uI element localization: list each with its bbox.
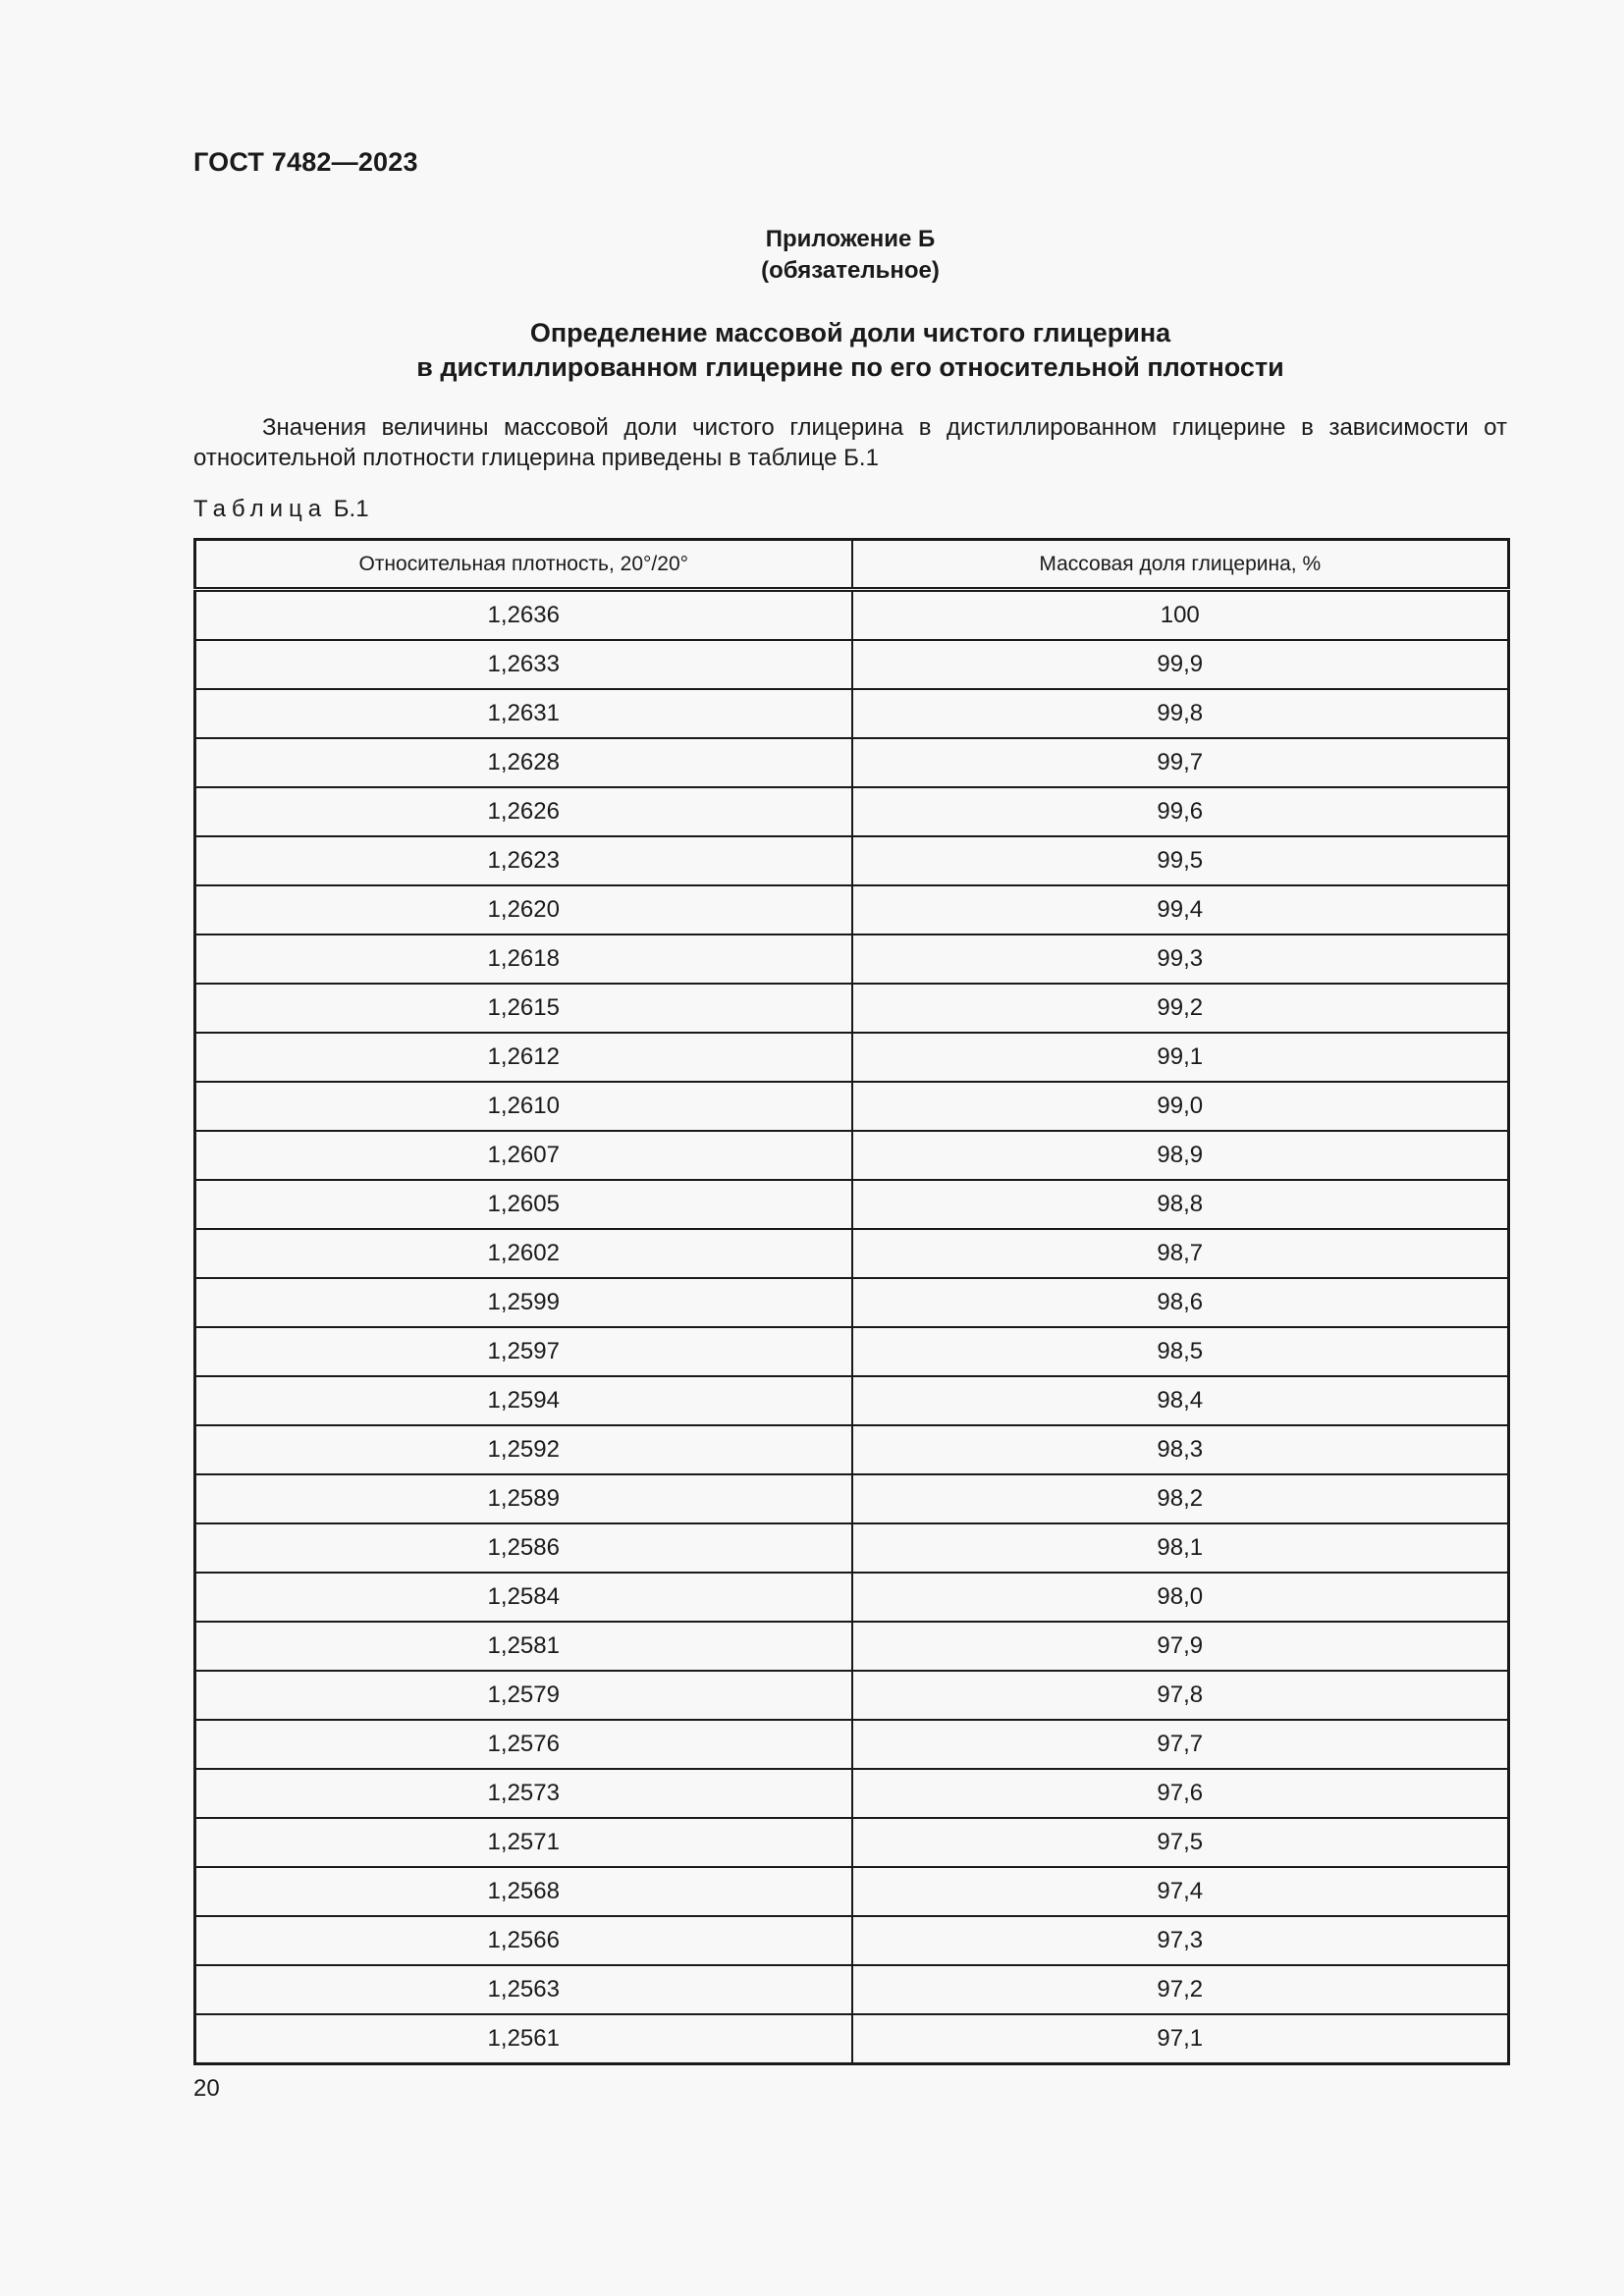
cell-mass-fraction: 99,8	[852, 689, 1509, 738]
table-row	[195, 984, 1509, 1033]
table-row	[195, 1523, 1509, 1573]
cell-density: 1,2579	[195, 1671, 852, 1720]
cell-density: 1,2605	[195, 1180, 852, 1229]
page-number: 20	[193, 2075, 220, 2102]
table-caption-word: Таблица	[193, 496, 328, 522]
cell-density: 1,2571	[195, 1818, 852, 1867]
appendix-heading	[193, 224, 1507, 287]
cell-mass-fraction: 99,3	[852, 934, 1509, 984]
cell-density: 1,2636	[195, 590, 852, 641]
table-row	[195, 738, 1509, 787]
cell-mass-fraction: 97,8	[852, 1671, 1509, 1720]
cell-mass-fraction: 98,7	[852, 1229, 1509, 1278]
table-row	[195, 1573, 1509, 1622]
cell-mass-fraction: 97,5	[852, 1818, 1509, 1867]
cell-density: 1,2568	[195, 1867, 852, 1916]
table-row	[195, 885, 1509, 934]
cell-mass-fraction: 97,9	[852, 1622, 1509, 1671]
cell-mass-fraction: 98,2	[852, 1474, 1509, 1523]
cell-density: 1,2633	[195, 640, 852, 689]
cell-mass-fraction: 98,6	[852, 1278, 1509, 1327]
cell-density: 1,2623	[195, 836, 852, 885]
cell-mass-fraction: 97,6	[852, 1769, 1509, 1818]
header-density: Относительная плотность, 20°/20°	[195, 540, 852, 590]
table-row	[195, 836, 1509, 885]
cell-mass-fraction: 99,1	[852, 1033, 1509, 1082]
table-row	[195, 1474, 1509, 1523]
intro-paragraph: Значения величины массовой доли чистого глицерина в дистиллированном глицерине в зависимости от относительной плотности глицерина приведены в таблице Б.1	[193, 414, 1507, 471]
cell-density: 1,2599	[195, 1278, 852, 1327]
cell-mass-fraction: 98,8	[852, 1180, 1509, 1229]
table-row	[195, 1622, 1509, 1671]
cell-density: 1,2584	[195, 1573, 852, 1622]
density-table	[193, 538, 1510, 2065]
cell-mass-fraction: 99,9	[852, 640, 1509, 689]
cell-density: 1,2576	[195, 1720, 852, 1769]
section-title-line-2: в дистиллированном глицерине по его относительной плотности	[416, 352, 1284, 382]
table-row	[195, 1327, 1509, 1376]
cell-density: 1,2563	[195, 1965, 852, 2014]
cell-density: 1,2612	[195, 1033, 852, 1082]
table-row	[195, 1082, 1509, 1131]
table-row	[195, 787, 1509, 836]
table-caption-number: Б.1	[333, 496, 369, 522]
table-row	[195, 1769, 1509, 1818]
cell-density: 1,2615	[195, 984, 852, 1033]
document-code: ГОСТ 7482—2023	[193, 147, 418, 177]
cell-mass-fraction: 97,2	[852, 1965, 1509, 2014]
cell-density: 1,2602	[195, 1229, 852, 1278]
cell-mass-fraction: 99,6	[852, 787, 1509, 836]
cell-density: 1,2597	[195, 1327, 852, 1376]
table-row	[195, 1180, 1509, 1229]
cell-mass-fraction: 97,7	[852, 1720, 1509, 1769]
table-row	[195, 1376, 1509, 1425]
table-row	[195, 1229, 1509, 1278]
header-mass-fraction: Массовая доля глицерина, %	[852, 540, 1509, 590]
table-row	[195, 1671, 1509, 1720]
table-row	[195, 2014, 1509, 2064]
table-row	[195, 590, 1509, 641]
table-row	[195, 1425, 1509, 1474]
section-title-line-1: Определение массовой доли чистого глицерина	[529, 318, 1171, 347]
cell-mass-fraction: 100	[852, 590, 1509, 641]
appendix-status: (обязательное)	[761, 257, 940, 284]
cell-density: 1,2631	[195, 689, 852, 738]
cell-density: 1,2594	[195, 1376, 852, 1425]
cell-mass-fraction: 98,5	[852, 1327, 1509, 1376]
cell-density: 1,2589	[195, 1474, 852, 1523]
appendix-title: Приложение Б	[765, 226, 936, 252]
cell-mass-fraction: 99,7	[852, 738, 1509, 787]
table-body	[195, 590, 1509, 2064]
cell-density: 1,2618	[195, 934, 852, 984]
cell-density: 1,2566	[195, 1916, 852, 1965]
cell-mass-fraction: 99,4	[852, 885, 1509, 934]
table-row	[195, 1720, 1509, 1769]
cell-density: 1,2626	[195, 787, 852, 836]
cell-density: 1,2628	[195, 738, 852, 787]
table-row	[195, 1916, 1509, 1965]
cell-density: 1,2586	[195, 1523, 852, 1573]
table-row	[195, 934, 1509, 984]
cell-mass-fraction: 98,9	[852, 1131, 1509, 1180]
cell-density: 1,2592	[195, 1425, 852, 1474]
table-caption	[193, 496, 369, 523]
table-row	[195, 1818, 1509, 1867]
cell-density: 1,2573	[195, 1769, 852, 1818]
cell-mass-fraction: 97,1	[852, 2014, 1509, 2064]
cell-mass-fraction: 97,4	[852, 1867, 1509, 1916]
table-row	[195, 1278, 1509, 1327]
cell-density: 1,2581	[195, 1622, 852, 1671]
table-row	[195, 1131, 1509, 1180]
cell-mass-fraction: 98,3	[852, 1425, 1509, 1474]
cell-density: 1,2561	[195, 2014, 852, 2064]
cell-mass-fraction: 99,5	[852, 836, 1509, 885]
section-title	[193, 316, 1507, 385]
table-row	[195, 1965, 1509, 2014]
cell-mass-fraction: 98,4	[852, 1376, 1509, 1425]
cell-mass-fraction: 98,0	[852, 1573, 1509, 1622]
cell-mass-fraction: 99,0	[852, 1082, 1509, 1131]
table-row	[195, 640, 1509, 689]
table-row	[195, 689, 1509, 738]
cell-density: 1,2620	[195, 885, 852, 934]
cell-mass-fraction: 97,3	[852, 1916, 1509, 1965]
table-row	[195, 1867, 1509, 1916]
cell-mass-fraction: 98,1	[852, 1523, 1509, 1573]
table-row	[195, 1033, 1509, 1082]
cell-density: 1,2610	[195, 1082, 852, 1131]
cell-density: 1,2607	[195, 1131, 852, 1180]
cell-mass-fraction: 99,2	[852, 984, 1509, 1033]
table-header-row	[195, 540, 1509, 590]
